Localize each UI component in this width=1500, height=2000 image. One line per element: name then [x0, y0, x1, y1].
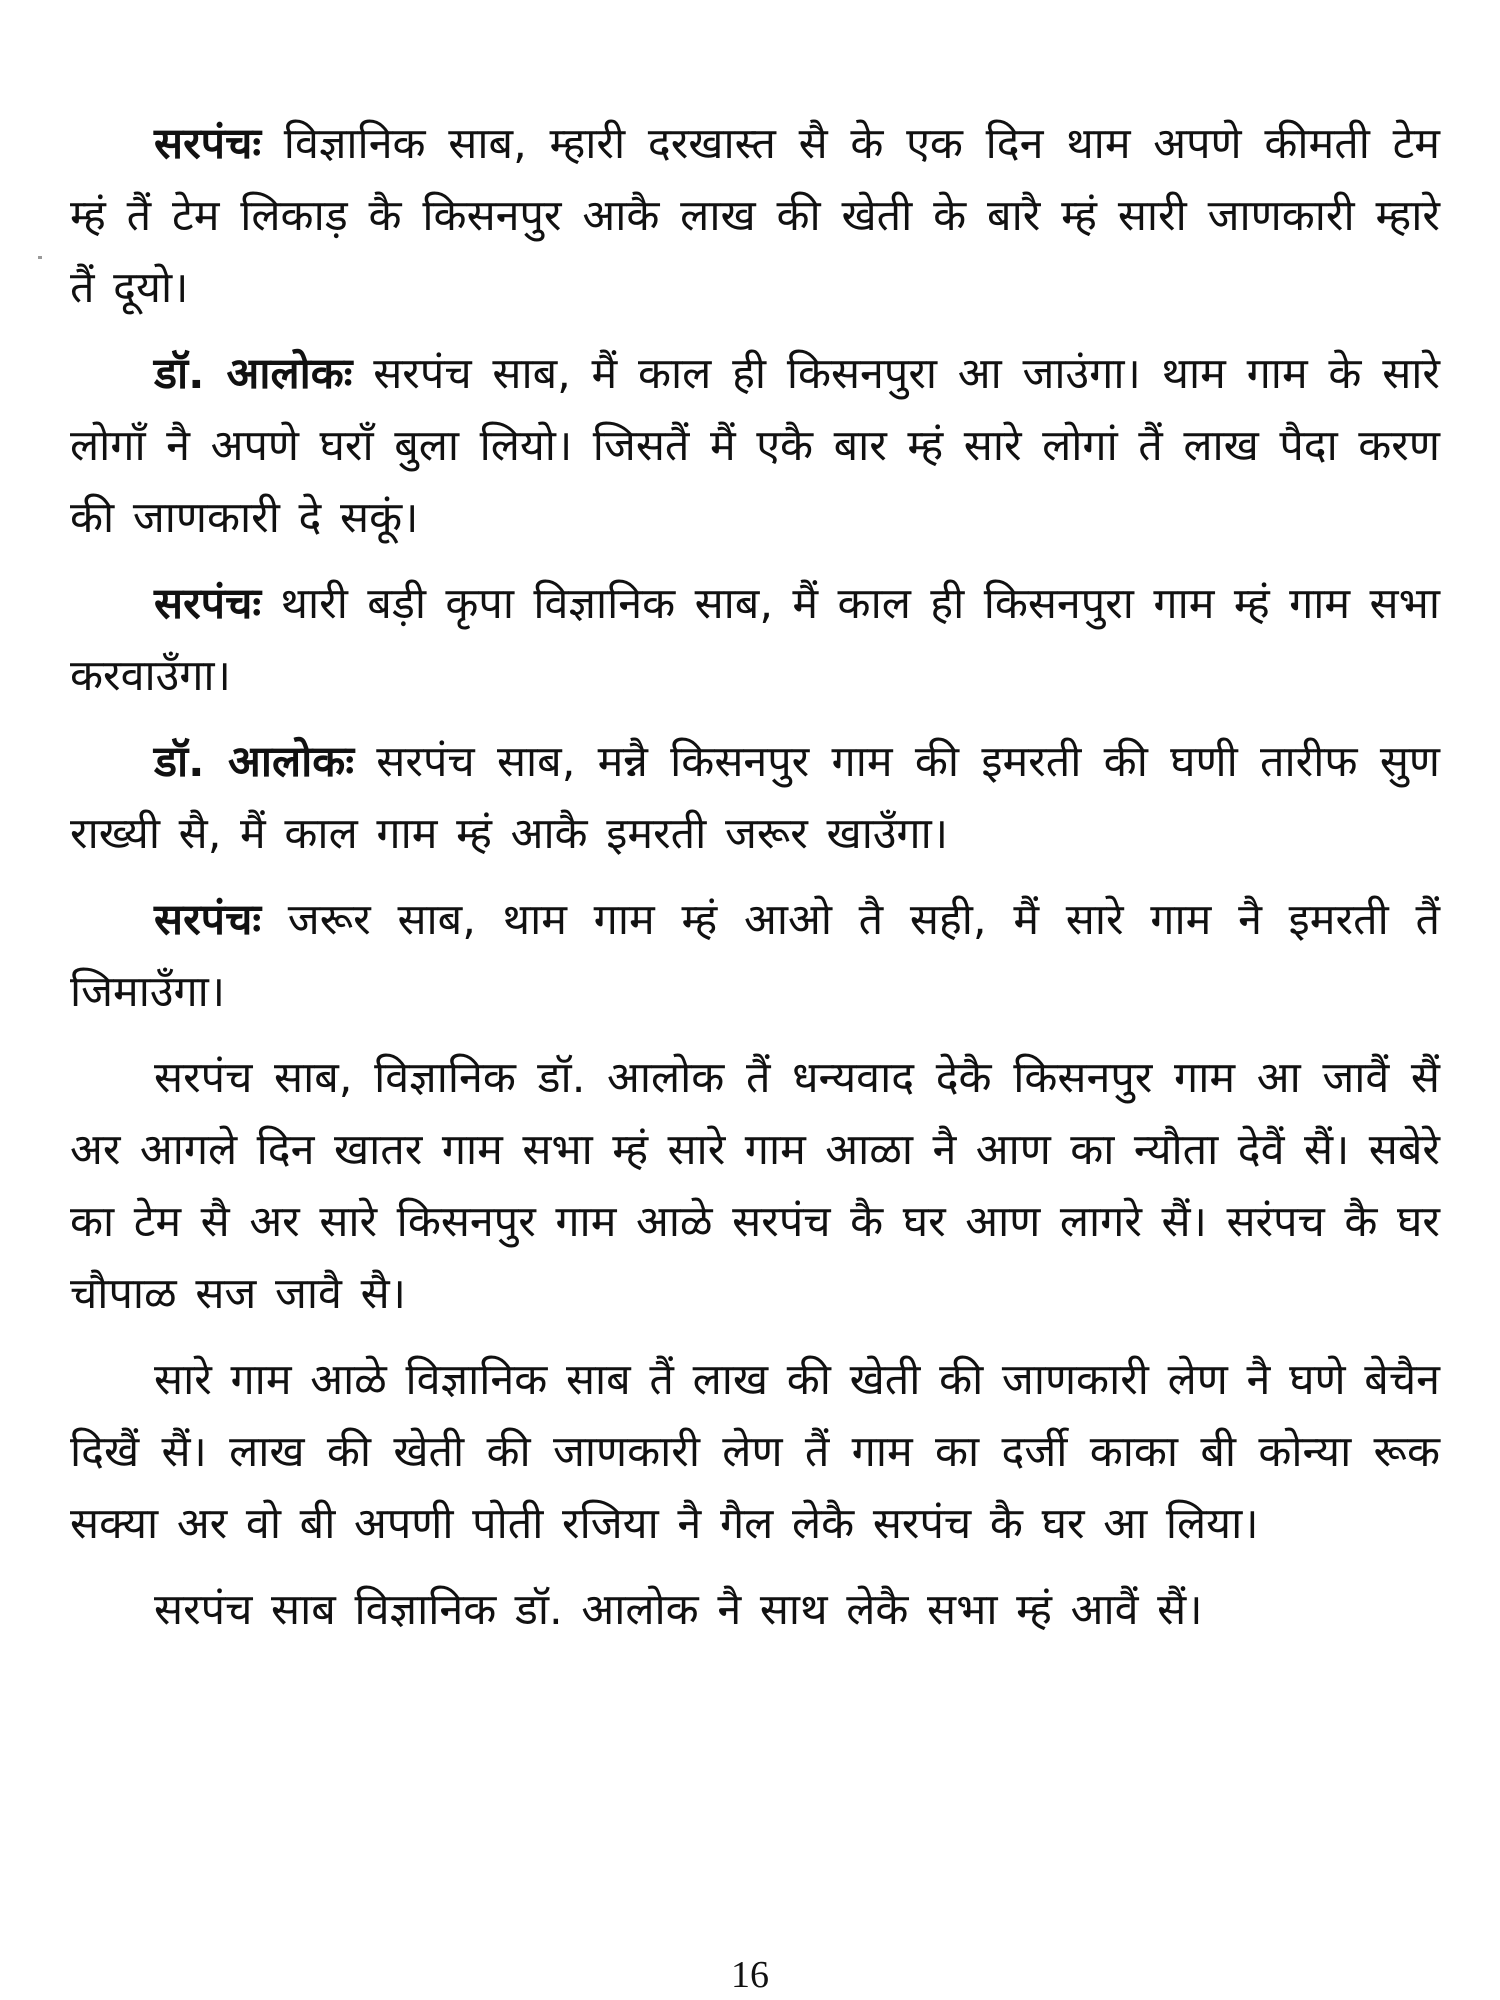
page-number: 16: [731, 1954, 769, 1996]
speaker-label: सरपंचः: [154, 119, 262, 169]
speaker-label: सरपंचः: [154, 895, 262, 945]
dialogue-text: जरूर साब, थाम गाम म्हं आओ तै सही, मैं सारे गाम नै इमरती तैं जिमाउँगा।: [70, 895, 1440, 1017]
narrative-paragraph-3: [70, 1574, 1440, 1646]
dialogue-paragraph-5: [70, 884, 1440, 1028]
narrative-paragraph-1: [70, 1042, 1440, 1330]
dialogue-paragraph-2: [70, 338, 1440, 554]
dialogue-paragraph-4: [70, 726, 1440, 870]
dialogue-text: विज्ञानिक साब, म्हारी दरखास्त सै के एक दिन थाम अपणे कीमती टेम म्हं तैं टेम लिकाड़ कै किसनपुर आकै लाख की खेती के बारै म्हं सारी जाणकारी म्हारे तैं दूयो।: [70, 119, 1440, 313]
speaker-label: डॉ. आलोकः: [154, 737, 355, 787]
narrative-text: सारे गाम आळे विज्ञानिक साब तैं लाख की खेती की जाणकारी लेण नै घणे बेचैन दिखैं सैं। लाख की खेती की जाणकारी लेण तैं गाम का दर्जी काका बी कोन्या रूक सक्या अर वो बी अपणी पोती रजिया नै गैल लेकै सरपंच कै घर आ लिया।: [70, 1355, 1440, 1549]
narrative-text: सरपंच साब विज्ञानिक डॉ. आलोक नै साथ लेकै सभा म्हं आवैं सैं।: [154, 1585, 1203, 1635]
narrative-paragraph-2: [70, 1344, 1440, 1560]
dialogue-paragraph-3: [70, 568, 1440, 712]
narrative-text: सरपंच साब, विज्ञानिक डॉ. आलोक तैं धन्यवाद देकै किसनपुर गाम आ जावैं सैं अर आगले दिन खातर गाम सभा म्हं सारे गाम आळा नै आण का न्यौता देवैं सैं। सबेरे का टेम सै अर सारे किसनपुर गाम आळे सरपंच कै घर आण लागरे सैं। सरंपच कै घर चौपाळ सज जावै सै।: [70, 1053, 1440, 1319]
body-text: [70, 108, 1440, 1660]
speaker-label: डॉ. आलोकः: [154, 349, 353, 399]
speaker-label: सरपंचः: [154, 579, 262, 629]
dialogue-text: सरपंच साब, मैं काल ही किसनपुरा आ जाउंगा। थाम गाम के सारे लोगाँ नै अपणे घराँ बुला लियो। जिसतैं मैं एकै बार म्हं सारे लोगां तैं लाख पैदा करण की जाणकारी दे सकूं।: [70, 349, 1440, 543]
dialogue-text: सरपंच साब, मन्नै किसनपुर गाम की इमरती की घणी तारीफ सुण राख्यी सै, मैं काल गाम म्हं आकै इमरती जरूर खाउँगा।: [70, 737, 1440, 859]
dialogue-text: थारी बड़ी कृपा विज्ञानिक साब, मैं काल ही किसनपुरा गाम म्हं गाम सभा करवाउँगा।: [70, 579, 1440, 701]
dialogue-paragraph-1: [70, 108, 1440, 324]
scan-speck: [38, 256, 42, 259]
